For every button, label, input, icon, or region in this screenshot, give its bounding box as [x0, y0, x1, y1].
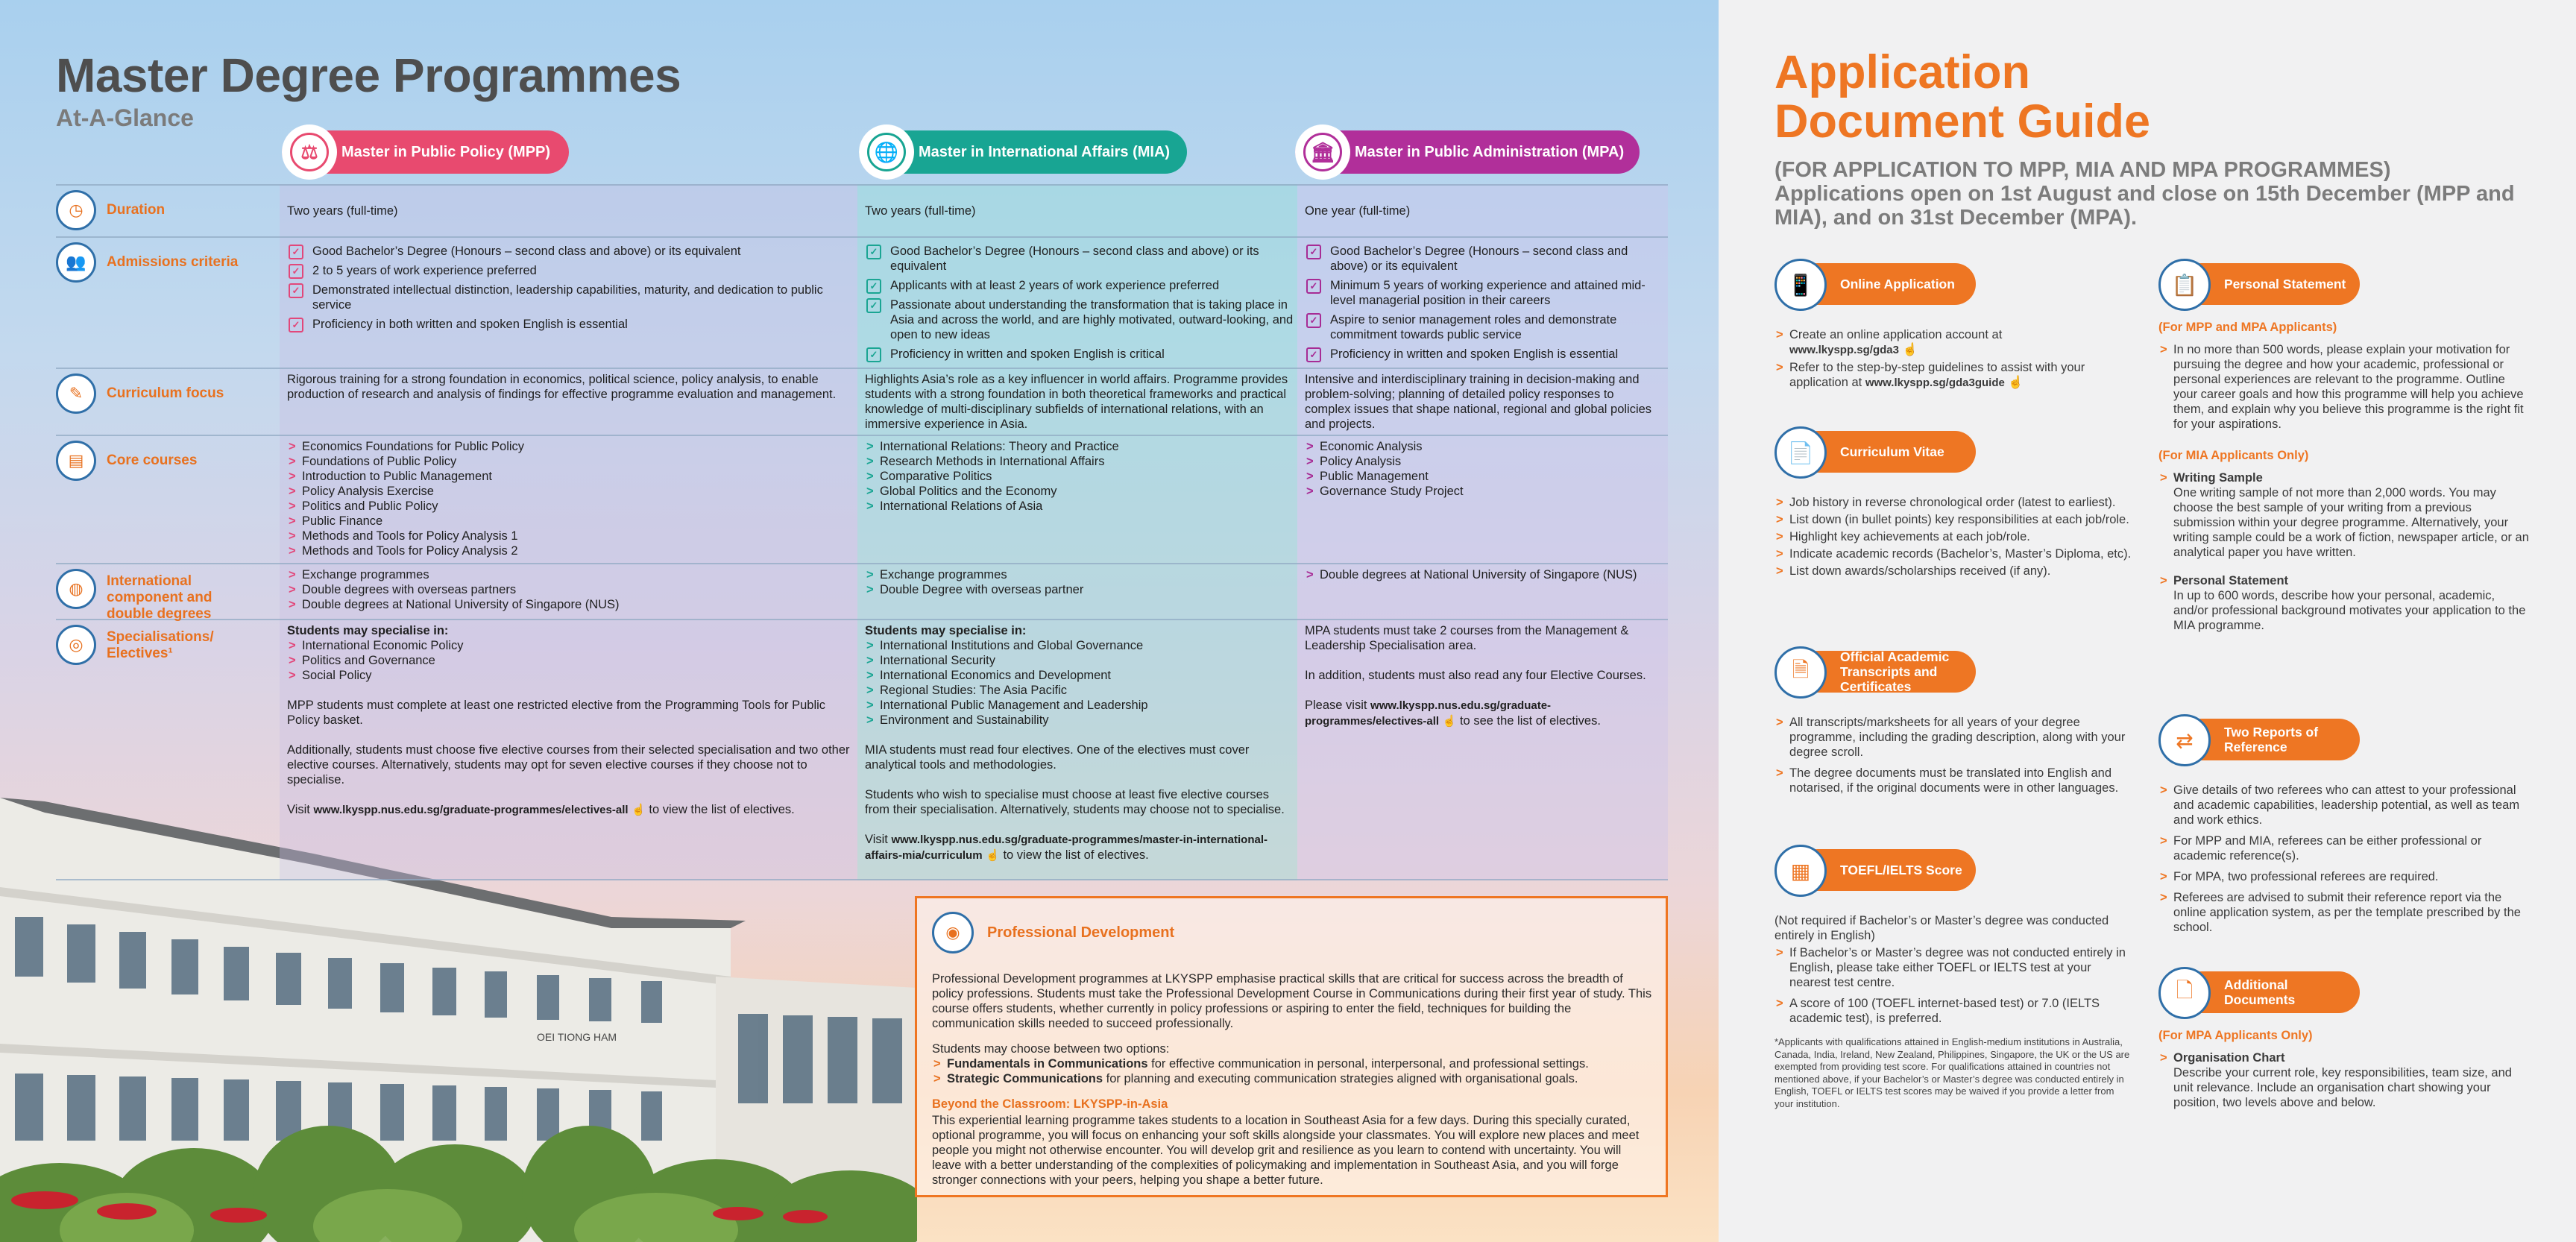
row-label-duration: Duration [107, 202, 166, 218]
duration-mpp: Two years (full-time) [287, 204, 398, 218]
section-online-application [1774, 259, 2132, 393]
list-item: > A score of 100 (TOEFL internet-based test) or 7.0 (IELTS academic test), is preferred. [1774, 996, 2132, 1026]
cv-document-icon: 📄 [1774, 426, 1827, 479]
building-icon: 🏛 [1295, 124, 1350, 180]
list-item: > Public Finance [287, 514, 524, 529]
applicant-group-label: (For MIA Applicants Only) [2158, 449, 2309, 462]
check-icon: ✓ [289, 318, 303, 332]
intl-mpa [1305, 567, 1655, 582]
page-subtitle: At-A-Glance [56, 104, 194, 131]
list-item: > International Security [865, 653, 1294, 668]
section-heading: Online Application [1797, 263, 1976, 305]
list-item: > Methods and Tools for Policy Analysis 2 [287, 543, 524, 558]
section-heading: Official Academic Transcripts and Certificates [1797, 651, 1976, 693]
pd-paragraph: This experiential learning programme takes students to a location in Southeast Asia for a few days. During this specially curated, optional programme, you will focus on enhancing your soft skills alongside your classmates. You will explore new places and meet people you might not otherwise encounter. You will develop grit and resilience as you learn to contend with uncertainty. You will leave with a better understanding of the complexities of policymaking and implementation in Southeast Asia, and you will forge stronger connections with your peers, helping you shape a better future. [932, 1114, 1640, 1187]
list-item: > Highlight key achievements at each job/role. [1774, 529, 2132, 544]
section-transcripts [1774, 646, 2132, 798]
admissions-mpp [287, 244, 854, 336]
list-item: > Public Management [1305, 469, 1464, 484]
list-item: > All transcripts/marksheets for all years of your degree programme, including the grading description, along with your degree scroll. [1774, 715, 2132, 760]
certificate-icon: 🗎 [1774, 646, 1827, 699]
row-core [56, 441, 280, 481]
row-intl [56, 569, 280, 622]
list-item: > Create an online application account at www.lkyspp.sg/gda3 ☝ [1774, 327, 2132, 358]
guide-subtitle: (FOR APPLICATION TO MPP, MIA AND MPA PROGRAMMES) Applications open on 1st August and close on 15th December (MPP and MIA), and on 31st December (MPA). [1774, 158, 2515, 230]
target-icon: ◎ [56, 625, 96, 665]
application-link[interactable]: www.lkyspp.sg/gda3 [1789, 344, 1899, 356]
check-icon: ✓ [289, 264, 303, 279]
list-item: > Governance Study Project [1305, 484, 1464, 499]
pd-subheading: Beyond the Classroom: LKYSPP-in-Asia [932, 1097, 1168, 1111]
list-item: > In no more than 500 words, please explain your motivation for pursuing the degree and how your academic, professional or personal experiences are relevant to the programme. Outline your career goals and how this programme will help you achieve them, and explain why you believe this programme is the right fit for your aspirations. [2158, 342, 2531, 432]
list-item: ✓ Applicants with at least 2 years of work experience preferred [865, 278, 1294, 293]
list-item: > International Relations: Theory and Practice [865, 439, 1119, 454]
list-item: > If Bachelor’s or Master’s degree was not conducted entirely in English, please take either TOEFL or IELTS test at your nearest test centre. [1774, 945, 2132, 990]
list-item: ✓ Proficiency in both written and spoken English is essential [287, 317, 854, 332]
list-item: ✓ Passionate about understanding the transformation that is taking place in Asia and across the world, and are highly motivated, outward-looking, and open to new ideas [865, 297, 1294, 342]
phone-icon: 📱 [1774, 259, 1827, 311]
list-item: > Writing Sample One writing sample of not more than 2,000 words. You may choose the best sample of your writing from a previous submission within your degree programme. Alternatively, your writing sample could be a work of fiction, newspaper article, or an analytical paper you have written. [2158, 470, 2531, 560]
list-item: ✓ Good Bachelor’s Degree (Honours – second class and above) or its equivalent [865, 244, 1294, 274]
row-label-admissions: Admissions criteria [107, 254, 239, 270]
toefl-intro: (Not required if Bachelor’s or Master’s degree was conducted entirely in English) [1774, 914, 2109, 942]
check-icon: ✓ [1306, 313, 1321, 328]
list-item: > Economic Analysis [1305, 439, 1464, 454]
click-icon: ☝ [1902, 343, 1918, 356]
list-item: > International Economics and Development [865, 668, 1294, 683]
admissions-mia [865, 244, 1294, 366]
click-icon: ☝ [632, 804, 646, 816]
list-item: ✓ Proficiency in written and spoken English is critical [865, 347, 1294, 362]
applicant-group-label: (For MPP and MPA Applicants) [2158, 321, 2337, 334]
list-item: > International Relations of Asia [865, 499, 1119, 514]
mia-curriculum-link[interactable]: www.lkyspp.nus.edu.sg/graduate-programmes/master-in-international-affairs-mia/curriculum [865, 833, 1268, 862]
section-heading: Curriculum Vitae [1797, 431, 1976, 473]
core-mia [865, 439, 1119, 514]
pd-options-intro: Students may choose between two options: [932, 1042, 1170, 1056]
book-icon: ▤ [56, 441, 96, 481]
list-item: > Regional Studies: The Asia Pacific [865, 683, 1294, 698]
click-icon: ☝ [1442, 715, 1457, 728]
section-curriculum-vitae [1774, 426, 2132, 581]
list-item: > Double degrees at National University of Singapore (NUS) [287, 597, 620, 612]
click-icon: ☝ [2008, 376, 2024, 389]
clock-icon: ◷ [56, 190, 96, 230]
programme-label-mpa: Master in Public Administration (MPA) [1355, 144, 1625, 160]
globe-stand-icon: ◍ [56, 569, 96, 609]
applicant-group-label: (For MPA Applicants Only) [2158, 1029, 2313, 1042]
building-sign: OEI TIONG HAM [537, 1031, 617, 1043]
list-item: > Exchange programmes [865, 567, 1083, 582]
spec-mia: Students may specialise in: > International Institutions and Global Governance > International Security > International Economics and Development > Regional Studies: The Asia Pacific > International Public Management and Leadership > Environment and Sustainability MIA students must read four electives. One of the electives must cover analytical tools and methodologies. Students who wish to specialise must choose at least five elective courses from their specialisation. Alternatively, students may choose not to specialise. Visit www.lkyspp.nus.edu.sg/graduate-programmes/master-in-international-affairs-mia/curriculum ☝ to view the list of electives. [865, 623, 1294, 863]
row-label-curriculum: Curriculum focus [107, 385, 224, 401]
presenter-icon: ◉ [932, 912, 974, 953]
list-item: > International Public Management and Leadership [865, 698, 1294, 713]
check-icon: ✓ [289, 245, 303, 259]
row-admissions [56, 242, 280, 283]
list-item: > Economics Foundations for Public Policy [287, 439, 524, 454]
list-item: > List down (in bullet points) key responsibilities at each job/role. [1774, 512, 2132, 527]
section-heading: Two Reports of Reference [2181, 719, 2360, 760]
list-item: > Methods and Tools for Policy Analysis 1 [287, 529, 524, 543]
professional-development-box [915, 896, 1668, 1197]
list-item: > International Economic Policy [287, 638, 850, 653]
list-item: > Policy Analysis [1305, 454, 1464, 469]
core-mpp [287, 439, 524, 558]
list-item: > Double degrees at National University of Singapore (NUS) [1305, 567, 1655, 582]
list-item: > Strategic Communications for planning and executing communication strategies aligned with organisational goals. [932, 1071, 1652, 1086]
row-duration [56, 190, 280, 230]
curriculum-mpa: Intensive and interdisciplinary training in decision-making and problem-solving; planning of detailed policy responses to complex issues that shape national, regional and global policies and projects. [1305, 373, 1652, 431]
guide-link[interactable]: www.lkyspp.sg/gda3guide [1865, 376, 2005, 389]
curriculum-mia: Highlights Asia’s role as a key influencer in world affairs. Programme provides students with a strong foundation in both theoretical frameworks and practical knowledge of multi-disciplinary subfields of international relations, with an immersive experience in Asia. [865, 373, 1288, 431]
scales-icon: ⚖ [282, 124, 337, 180]
list-item: > International Institutions and Global Governance [865, 638, 1294, 653]
programme-pill-mia [859, 130, 1187, 174]
list-item: > Research Methods in International Affairs [865, 454, 1119, 469]
check-icon: ✓ [1306, 245, 1321, 259]
toefl-footnote: *Applicants with qualifications attained in English-medium institutions in Australia, Canada, India, Ireland, New Zealand, Philippines, Singapore, the UK or the US are exempted from providing test score. For qualifications attained in countries not mentioned above, if your Bachelor’s or Master’s degree was conducted entirely in English, TOEFL or IELTS test scores may be waived if you provide a letter from your institution. [1774, 1036, 2130, 1109]
spec-mpp: Students may specialise in: > International Economic Policy > Politics and Governance > Social Policy MPP students must complete at least one restricted elective from the Programming Tools for Public Policy basket. Additionally, students must choose five elective courses from their selected specialisation and two other elective courses. Alternatively, students may opt for seven elective courses if they choose not to specialise. Visit www.lkyspp.nus.edu.sg/graduate-programmes/electives-all ☝ to view the list of electives. [287, 623, 850, 818]
electives-link[interactable]: www.lkyspp.nus.edu.sg/graduate-programmes/electives-all [313, 804, 629, 816]
list-item: ✓ Minimum 5 years of working experience and attained mid-level managerial position in their careers [1305, 278, 1663, 308]
section-toefl [1774, 845, 2132, 1110]
row-label-core: Core courses [107, 453, 198, 468]
check-icon: ✓ [289, 283, 303, 298]
duration-mia: Two years (full-time) [865, 204, 976, 218]
list-item: > Politics and Governance [287, 653, 850, 668]
check-icon: ✓ [866, 279, 881, 294]
section-heading: Additional Documents [2181, 971, 2360, 1013]
list-item: > Double degrees with overseas partners [287, 582, 620, 597]
people-icon: 👥 [56, 242, 96, 283]
list-item: > Give details of two referees who can attest to your professional and academic capabilities, leadership potential, as well as team and work ethics. [2158, 783, 2531, 828]
score-sheet-icon: ▦ [1774, 845, 1827, 897]
section-heading: Personal Statement [2181, 263, 2360, 305]
check-icon: ✓ [1306, 347, 1321, 362]
programme-pill-mpa [1295, 130, 1640, 174]
list-item: ✓ Aspire to senior management roles and demonstrate commitment towards public service [1305, 312, 1663, 342]
list-item: > The degree documents must be translated into English and notarised, if the original documents were in other languages. [1774, 766, 2132, 795]
list-item: > Comparative Politics [865, 469, 1119, 484]
list-item: ✓ Good Bachelor’s Degree (Honours – second class and above) or its equivalent [1305, 244, 1663, 274]
add-document-icon: 🗋 [2158, 967, 2211, 1019]
mpa-electives-link[interactable]: www.lkyspp.nus.edu.sg/graduate-programmes/electives-all [1305, 699, 1552, 728]
section-heading: TOEFL/IELTS Score [1797, 849, 1976, 891]
programme-pill-mpp [282, 130, 569, 174]
list-item: > Foundations of Public Policy [287, 454, 524, 469]
list-item: ✓ Good Bachelor’s Degree (Honours – second class and above) or its equivalent [287, 244, 854, 259]
list-item: ✓ 2 to 5 years of work experience preferred [287, 263, 854, 278]
check-icon: ✓ [1306, 279, 1321, 294]
list-item: ✓ Proficiency in written and spoken English is essential [1305, 347, 1663, 362]
list-item: > Refer to the step-by-step guidelines to assist with your application at www.lkyspp.sg/gda3guide ☝ [1774, 360, 2132, 391]
section-references [2158, 714, 2531, 937]
list-item: > Global Politics and the Economy [865, 484, 1119, 499]
list-item: > Indicate academic records (Bachelor’s, Master’s Diploma, etc). [1774, 546, 2132, 561]
list-item: > For MPA, two professional referees are required. [2158, 869, 2531, 884]
row-label-intl: International component and double degrees [107, 573, 212, 622]
list-item: > Double Degree with overseas partner [865, 582, 1083, 597]
click-icon: ☝ [986, 849, 1000, 862]
list-item: > List down awards/scholarships received (if any). [1774, 564, 2132, 579]
duration-mpa: One year (full-time) [1305, 204, 1411, 218]
pd-paragraph: Professional Development programmes at LKYSPP emphasise practical skills that are critical for success across the breadth of policy professions. Students must take the Professional Development Course in Communications during their first year of study. This course offers students, whether currently in policy professions or aspiring to enter the field, techniques for building the communication skills needed to succeed professionally. [932, 972, 1652, 1030]
list-item: > For MPP and MIA, referees can be either professional or academic reference(s). [2158, 833, 2531, 863]
programme-label-mpp: Master in Public Policy (MPP) [341, 144, 551, 160]
list-item: > Politics and Public Policy [287, 499, 524, 514]
list-item: > Environment and Sustainability [865, 713, 1294, 728]
page-title: Master Degree Programmes [56, 48, 681, 102]
programme-comparison-table [56, 184, 1668, 880]
globe-icon: 🌐 [859, 124, 914, 180]
section-additional-documents [2158, 967, 2531, 1112]
intl-mia [865, 567, 1083, 597]
list-item: > Introduction to Public Management [287, 469, 524, 484]
check-icon: ✓ [866, 245, 881, 259]
check-icon: ✓ [866, 298, 881, 313]
list-item: > Exchange programmes [287, 567, 620, 582]
admissions-mpa [1305, 244, 1663, 366]
row-label-spec: Specialisations/ Electives¹ [107, 629, 214, 661]
row-spec [56, 625, 280, 665]
curriculum-mpp: Rigorous training for a strong foundation in economics, political science, policy analysis, to enable production of research and analysis of findings for effective programme evaluation and management. [287, 373, 837, 401]
row-curriculum [56, 373, 280, 414]
pd-title: Professional Development [987, 924, 1175, 941]
list-item: > Policy Analysis Exercise [287, 484, 524, 499]
programme-label-mia: Master in International Affairs (MIA) [919, 144, 1171, 160]
right-panel [1719, 0, 2576, 1242]
list-item: ✓ Demonstrated intellectual distinction, leadership capabilities, maturity, and dedication to public service [287, 283, 854, 312]
guide-title: Application Document Guide [1774, 46, 2151, 148]
check-icon: ✓ [866, 347, 881, 362]
document-list-icon: 📋 [2158, 259, 2211, 311]
list-item: > Fundamentals in Communications for effective communication in personal, interpersonal, and professional settings. [932, 1056, 1652, 1071]
tools-icon: ✎ [56, 373, 96, 414]
intl-mpp [287, 567, 620, 612]
section-personal-statement [2158, 259, 2531, 635]
core-mpa [1305, 439, 1464, 499]
people-exchange-icon: ⇄ [2158, 714, 2211, 766]
list-item: > Referees are advised to submit their reference report via the online application system, as per the template prescribed by the school. [2158, 890, 2531, 935]
list-item: > Job history in reverse chronological order (latest to earliest). [1774, 495, 2132, 510]
list-item: > Social Policy [287, 668, 850, 683]
spec-mpa: MPA students must take 2 courses from the Management & Leadership Specialisation area. In addition, students must also read any four Elective Courses. Please visit www.lkyspp.nus.edu.sg/graduate-programmes/electives-all ☝ to see the list of electives. [1305, 624, 1646, 728]
list-item: > Personal Statement In up to 600 words, describe how your personal, academic, and/or professional background motivates your application to the MIA programme. [2158, 573, 2531, 633]
list-item: > Organisation Chart Describe your current role, key responsibilities, team size, and unit relevance. Include an organisation chart showing your position, two levels above and below. [2158, 1050, 2531, 1110]
